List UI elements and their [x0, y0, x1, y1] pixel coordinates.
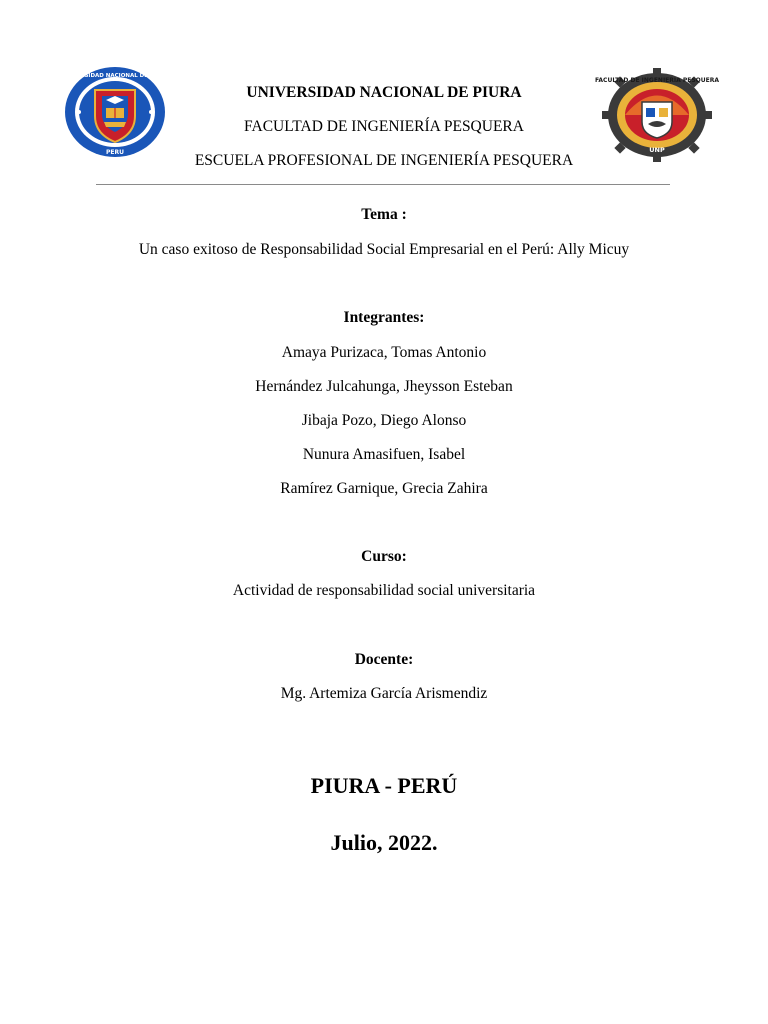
place-heading: PIURA - PERÚ [310, 773, 458, 798]
curso-label: Curso: [361, 548, 407, 565]
right-seal-bottom-text: UNP [649, 146, 665, 154]
university-name: UNIVERSIDAD NACIONAL DE PIURA [246, 84, 522, 101]
member-name: Hernández Julcahunga, Jheysson Esteban [255, 378, 513, 395]
member-name: Jibaja Pozo, Diego Alonso [301, 412, 467, 429]
member-name: Amaya Purizaca, Tomas Antonio [281, 344, 487, 361]
header-divider [96, 184, 670, 185]
member-name: Nunura Amasifuen, Isabel [302, 446, 466, 463]
integrantes-label: Integrantes: [343, 309, 425, 326]
unp-university-seal-icon [61, 66, 169, 158]
curso-value: Actividad de responsabilidad social universitaria [232, 582, 536, 599]
tema-value: Un caso exitoso de Responsabilidad Social Empresarial en el Perú: Ally Micuy [138, 241, 630, 258]
docente-value: Mg. Artemiza García Arismendiz [280, 685, 488, 702]
docente-label: Docente: [354, 651, 414, 668]
left-seal-bottom-text: PERU [106, 149, 124, 156]
left-seal-text: UNIVERSIDAD NACIONAL DE PIURA [61, 73, 169, 79]
school-name: ESCUELA PROFESIONAL DE INGENIERÍA PESQUERA [194, 152, 574, 169]
tema-label: Tema : [361, 206, 407, 223]
date-heading: Julio, 2022. [330, 830, 438, 855]
faculty-name: FACULTAD DE INGENIERÍA PESQUERA [244, 118, 524, 135]
member-name: Ramírez Garnique, Grecia Zahira [280, 480, 488, 497]
faculty-gear-seal-icon [594, 68, 720, 162]
right-seal-text: FACULTAD DE INGENIERIA PESQUERA [594, 77, 720, 84]
